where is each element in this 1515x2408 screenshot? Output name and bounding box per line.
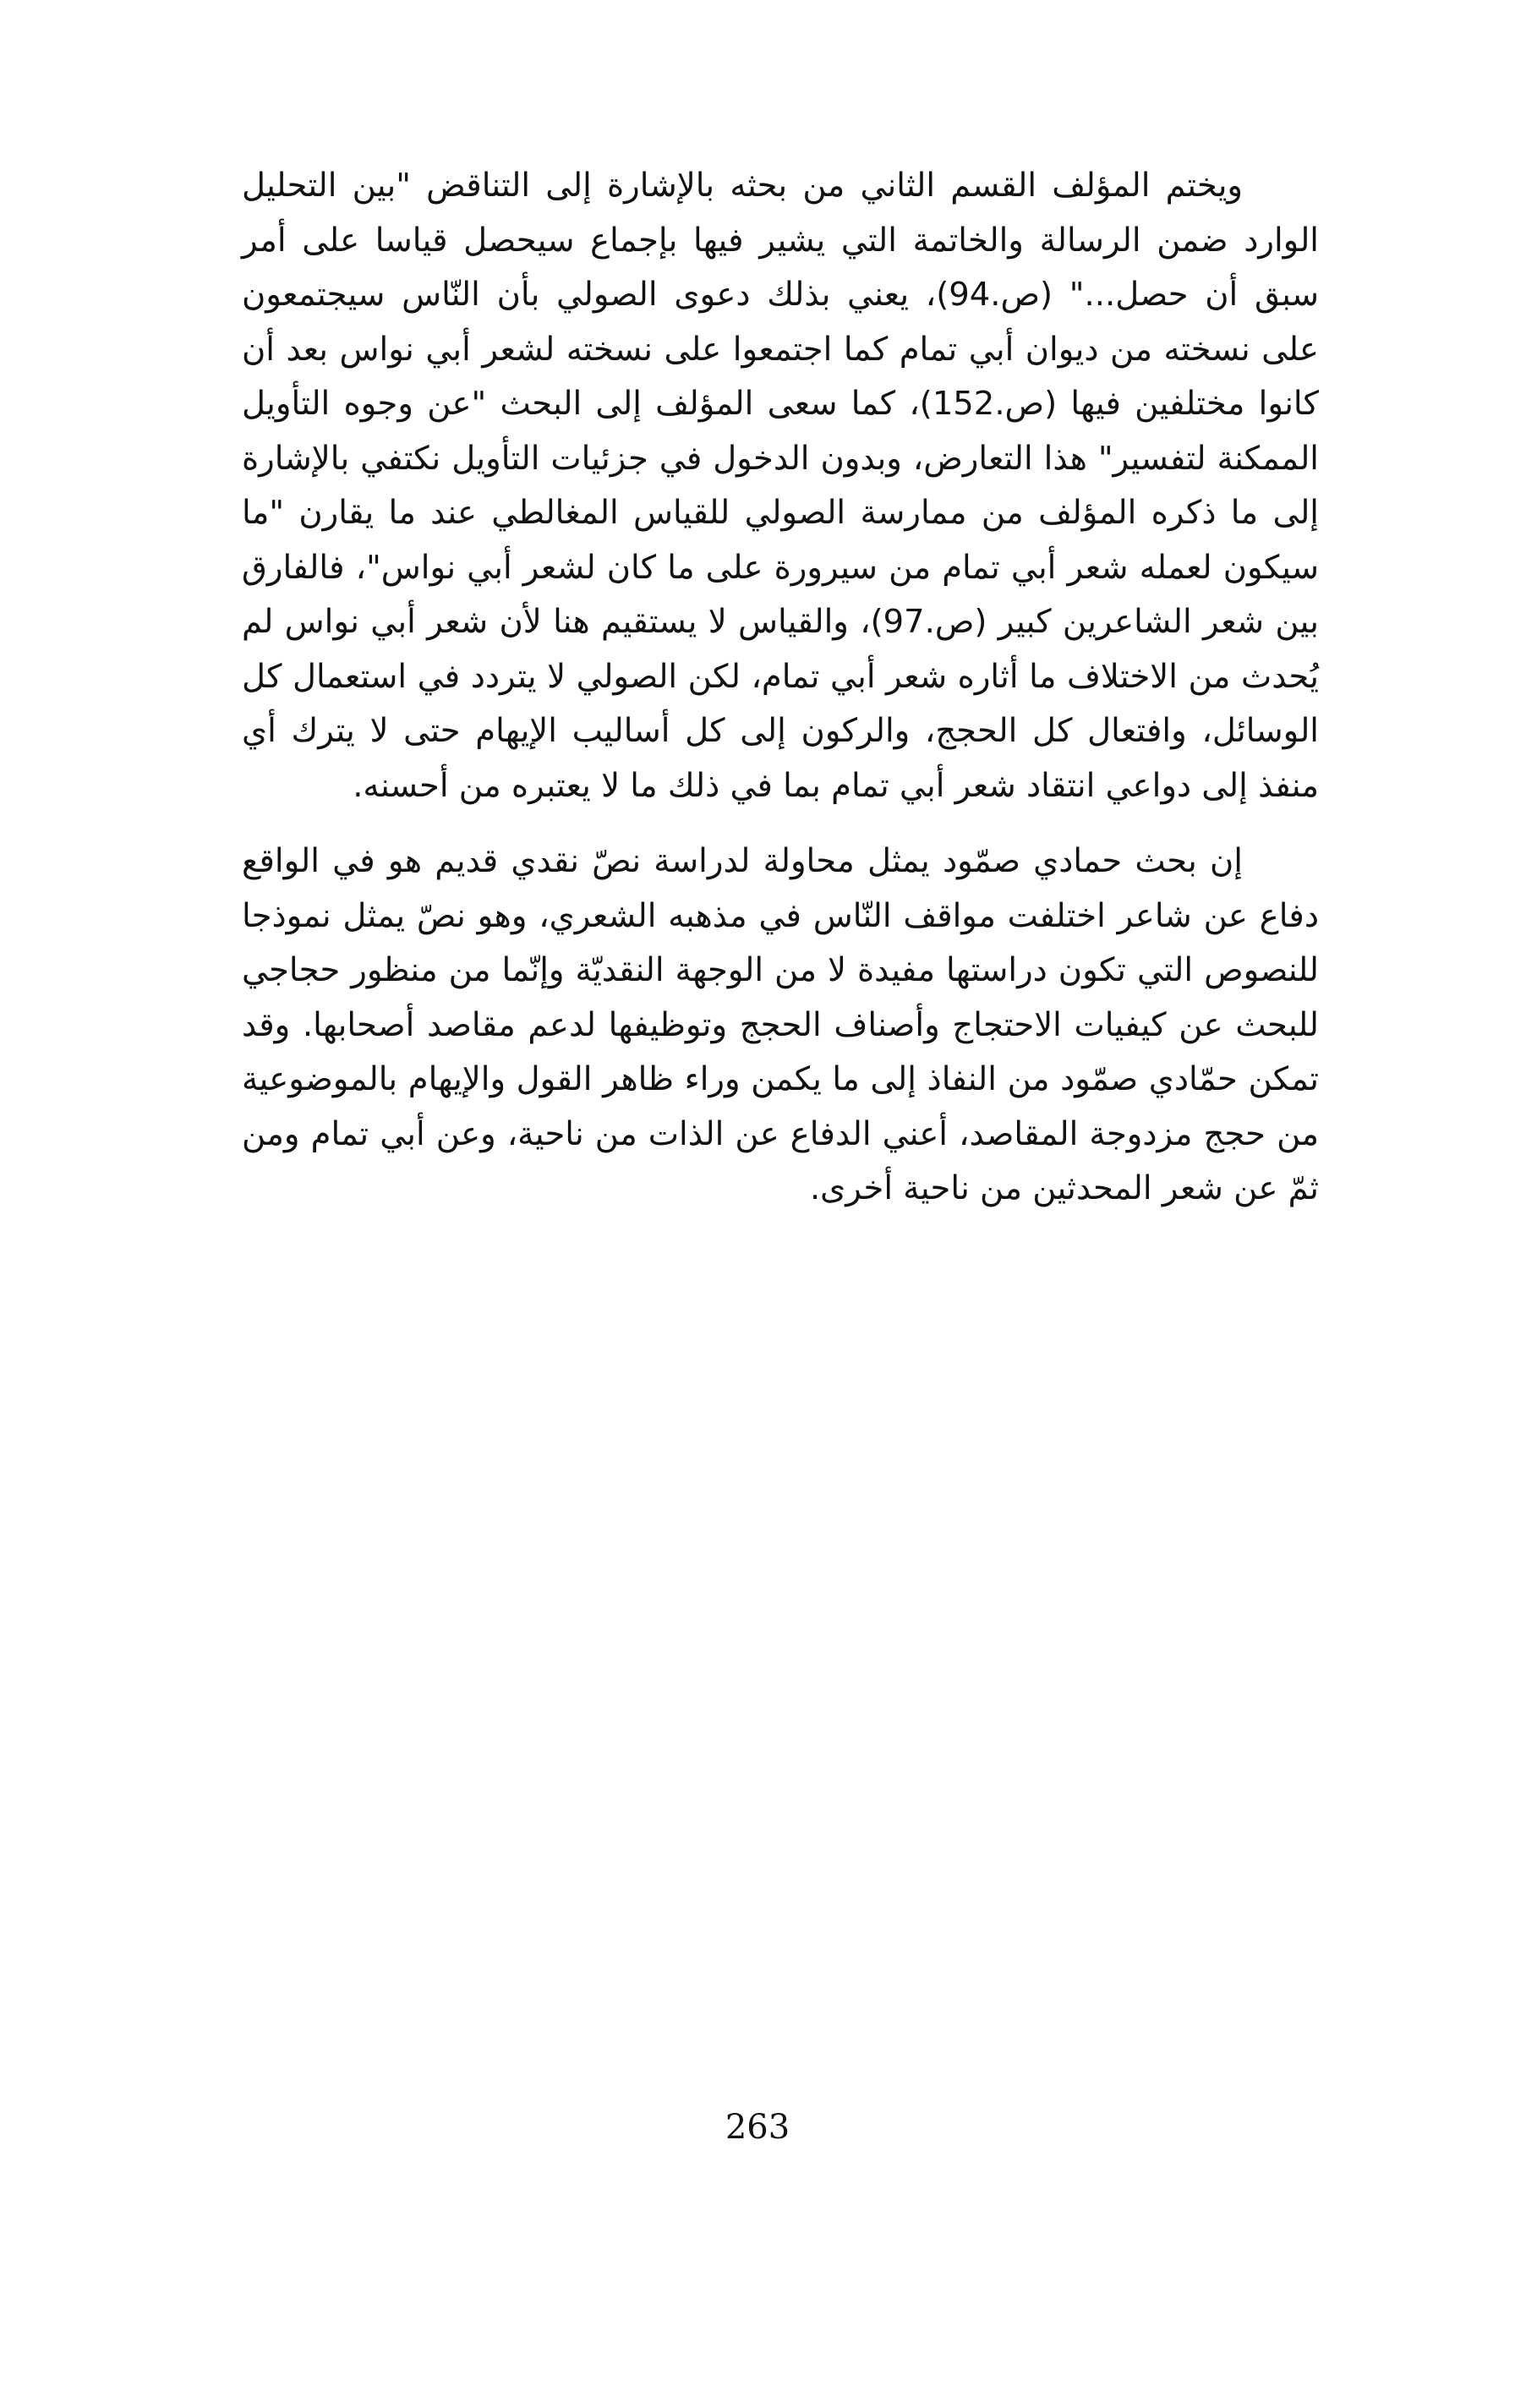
body-text xyxy=(242,159,1319,1217)
page-number: 263 xyxy=(725,2108,790,2147)
paragraph-2: إن بحث حمادي صمّود يمثل محاولة لدراسة نصّ نقدي قديم هو في الواقع دفاع عن شاعر اختلفت مواقف النّاس في مذهبه الشعري، وهو نصّ يمثل نموذجا للنصوص التي تكون دراستها مفيدة لا من الوجهة النقديّة وإنّما من منظور حجاجي للبحث عن كيفيات الاحتجاج وأصناف الحجج وتوظيفها لدعم مقاصد أصحابها. وقد تمكن حمّادي صمّود من النفاذ إلى ما يكمن وراء ظاهر القول والإيهام بالموضوعية من حجج مزدوجة المقاصد، أعني الدفاع عن الذات من ناحية، وعن أبي تمام ومن ثمّ عن شعر المحدثين من ناحية أخرى. xyxy=(242,842,1319,1207)
paragraph-1: ويختم المؤلف القسم الثاني من بحثه بالإشارة إلى التناقض "بين التحليل الوارد ضمن الرسالة والخاتمة التي يشير فيها بإجماع سيحصل قياسا على أمر سبق أن حصل..." (ص.94)، يعني بذلك دعوى الصولي بأن النّاس سيجتمعون على نسخته من ديوان أبي تمام كما اجتمعوا على نسخته لشعر أبي نواس بعد أن كانوا مختلفين فيها (ص.152)، كما سعى المؤلف إلى البحث "عن وجوه التأويل الممكنة لتفسير" هذا التعارض، وبدون الدخول في جزئيات التأويل نكتفي بالإشارة إلى ما ذكره المؤلف من ممارسة الصولي للقياس المغالطي عند ما يقارن "ما سيكون لعمله شعر أبي تمام من سيرورة على ما كان لشعر أبي نواس"، فالفارق بين شعر الشاعرين كبير (ص.97)، والقياس لا يستقيم هنا لأن شعر أبي نواس لم يُحدث من الاختلاف ما أثاره شعر أبي تمام، لكن الصولي لا يتردد في استعمال كل الوسائل، وافتعال كل الحجج، والركون إلى كل أساليب الإيهام حتى لا يترك أي منفذ إلى دواعي انتقاد شعر أبي تمام بما في ذلك ما لا يعتبره من أحسنه. xyxy=(242,167,1319,805)
